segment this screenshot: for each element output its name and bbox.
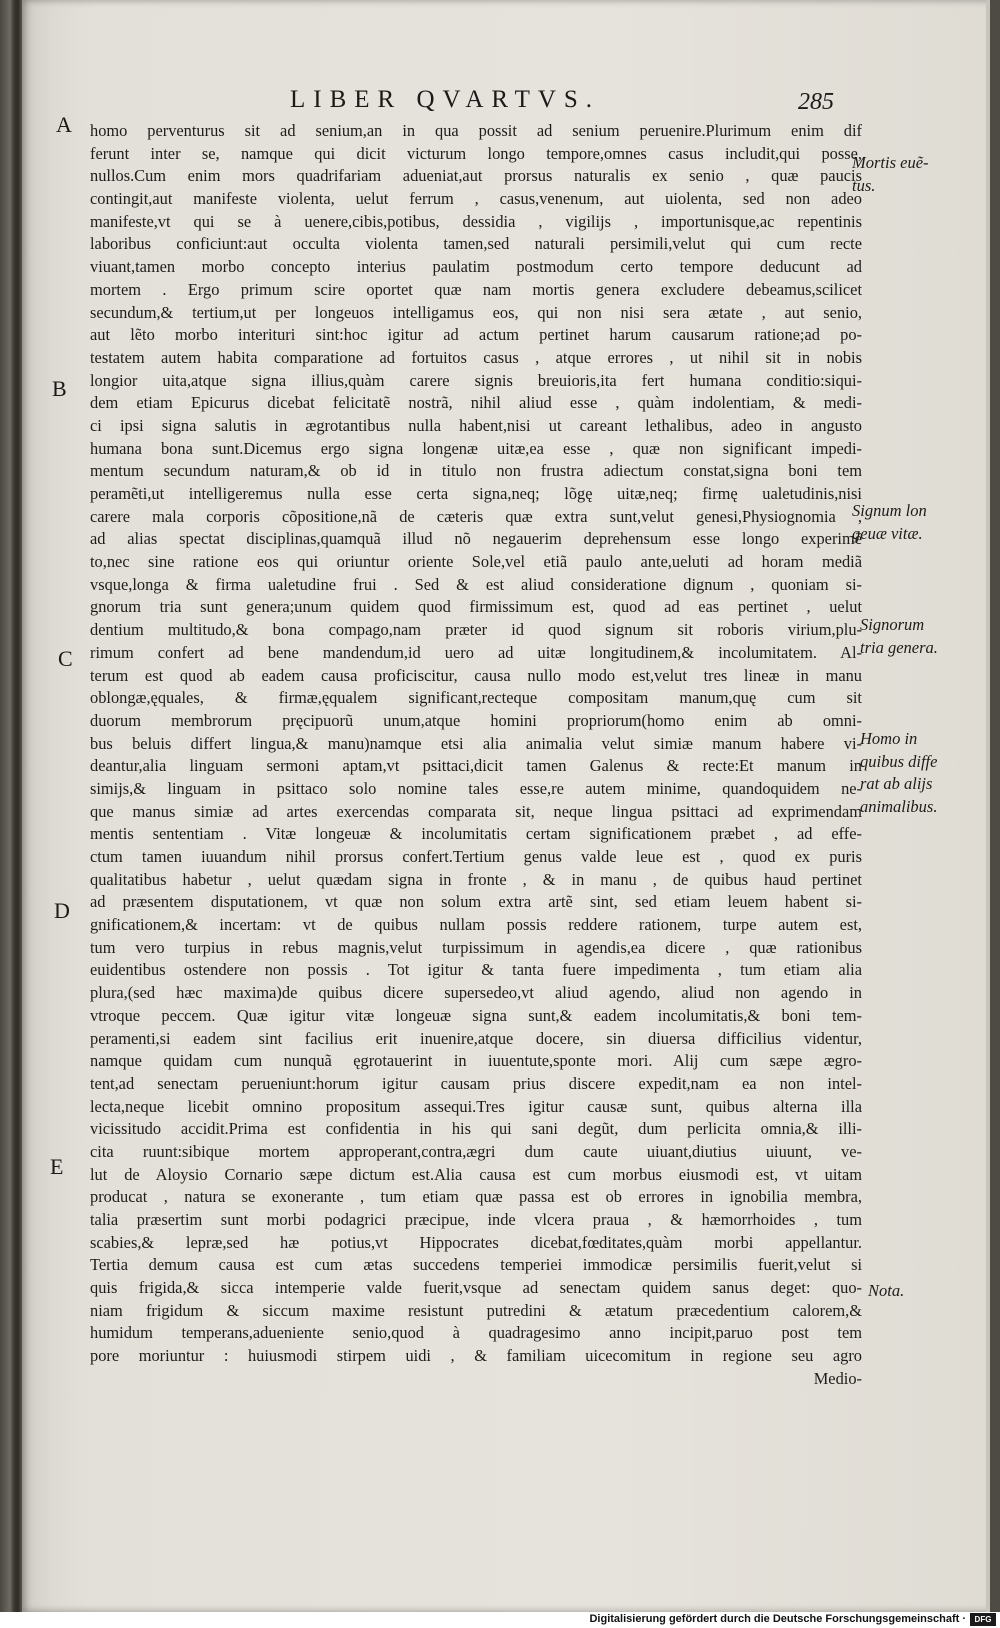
text-line: niam frigidum & siccum maxime resistunt putredini & ætatum præcedentium calorem,& [90,1300,862,1320]
margin-note-line: Signum lon [852,501,927,520]
text-line: duorum membrorum pręcipuorũ unum,atque homini propriorum(homo enim ab omni- [90,710,862,730]
text-line: gnorum tria sunt genera;unum quidem quod firmissimum est, quod ad eas pertinet , uelut [90,597,862,617]
book-page [22,0,990,1612]
section-letter-c: C [58,646,73,671]
margin-note-homo [860,728,990,819]
text-line: oblongæ,ęquales, & firmæ,ęqualem significant,recteque compositam manum,quę cum sit [90,688,862,708]
running-head: LIBER QVARTVS. [290,86,601,113]
text-line: plura,(sed hæc maxima)de quibus dicere supersedeo,vt aliud agendo, aliud non agendo in [90,983,862,1003]
text-line: quis frigida,& sicca intemperie valde fuerit,vsque ad senectam quidem sanus deget: quo- [90,1278,862,1298]
text-line: nullos.Cum enim mors quadrifariam adueniat,aut prorsus naturalis ex senio , quæ paucis [90,166,862,186]
text-line: humidum temperans,adueniente senio,quod à quadragesimo anno incipit,paruo post tem [90,1323,862,1343]
margin-note-line: quibus diffe [860,751,938,771]
text-line: dem etiam Epicurus dicebat felicitatẽ nostrã, nihil aliud esse , quàm indolentiam, & medi- [90,393,862,413]
margin-note-signorum [860,614,990,659]
text-line: pore moriuntur : huiusmodi stirpem uidi , & familiam uicecomitum in regione seu agro [90,1346,862,1366]
text-line: ferunt inter se, namque qui dicit victurum longo tempore,omnes casus includit,qui posse, [90,143,862,163]
section-letter-d: D [54,898,70,923]
text-line: manifeste,vt qui se à uenere,cibis,potibus, dessidia , vigilijs , importunisque,ac repentinis [90,211,862,231]
page-number: 285 [798,89,834,115]
text-line: rimum confert ad bene mandendum,id uero ad uitæ longitudinem,& incolumitatem. Al- [90,642,862,662]
margin-note-nota [868,1280,990,1303]
text-line: tum vero turpius in rebus magnis,velut turpissimum in agendis,ea dicere , quæ rationibus [90,937,862,957]
text-line: terum est quod ab eadem causa proficiscitur, causa nullo modo est,velut tres lineæ in manu [90,665,862,685]
margin-note-line: Signorum [860,615,925,634]
text-line: mentum secundum naturam,& ob id in titulo non frustra adiectum constat,signa boni tem [90,461,862,481]
text-line: qualitatibus habetur , uelut quædam signa in fronte , & in manu , de quibus haud pertinet [90,869,862,889]
text-line: aut lẽto morbo interituri sint:hoc igitur ad actum pertinet harum causarum ratione;ad po- [90,325,862,345]
text-line: deantur,alia linguam sermoni aptam,vt psittaci,dicit tamen Galenus & recte:Et manum in [90,756,862,776]
text-line: mortem . Ergo primum scire oportet quæ nam mortis genera excludere debeamus,scilicet [90,279,862,299]
text-line: ad præsentem disputationem, vt quæ non solum extra artẽ sint, sed etiam leuem habent si- [90,892,862,912]
text-line: Medio- [813,1368,862,1388]
funding-credit: Digitalisierung gefördert durch die Deutsche Forschungsgemeinschaft · [589,1613,966,1625]
section-letter-e: E [50,1154,64,1179]
text-line: simijs,& linguam in psittaco solo nomine tales esse,re autem minime, quandoquidem ne- [90,778,862,798]
text-line: vtroque peccem. Quæ igitur vitæ longeuæ signa sunt,& eadem incolumitatis,& boni tem- [90,1005,862,1025]
text-line: vsque,longa & firma ualetudine frui . Sed & est aliud consideratione dignum , quoniam si- [90,574,862,594]
margin-note-signum [852,500,982,545]
text-line: to,nec sine ratione eos qui oriuntur oriente Sole,vel etiã paulo ante,ueluti ad horam mediã [90,552,862,572]
margin-note-line: geuæ vitæ. [852,523,923,543]
margin-note-line: tus. [852,175,876,195]
footer-bar [0,1612,1000,1628]
text-line: Tertia demum causa est cum ætas succedens temperiei immodicæ persimilis fuerit,velut si [90,1255,862,1275]
text-line: gnificationem,& incertam: vt de quibus nullam possis reddere rationem, turpe autem est, [90,915,862,935]
section-letter-a: A [56,112,72,137]
text-line: peramenti,si eadem sint facilius erit inuenire,atque docere, sin diuersa difficilius videntur, [90,1028,862,1048]
text-line: contingit,aut manifeste violenta, uelut ferrum , casus,venenum, aut uiolenta, sed non adeo [90,189,862,209]
margin-note-line: animalibus. [860,797,938,817]
text-line: tent,ad senectam perueniunt:horum igitur causam prius discere expedit,nam ea non intel- [90,1073,862,1093]
text-line: lut de Aloysio Cornario sæpe dictum est.Alia causa est cum morbus eiusmodi est, vt uitam [90,1164,862,1184]
margin-note-line: rat ab alijs [860,774,933,794]
body-text [90,120,862,1391]
text-line: bus beluis differt lingua,& manu)namque etsi alia animalia velut simiæ manum habere vi- [90,733,862,753]
text-line: cita ruunt:sibique mortem approperant,contra,ægri dum caute uiuant,diutius uiuunt, ve- [90,1141,862,1161]
text-line: testatem autem habita comparatione ad fortuitos casus , atque errores , ut nihil sit in nobis [90,347,862,367]
text-line: ci ipsi signa salutis in ægrotantibus nulla habent,nisi ut careant lethalibus, adeo in angusto [90,415,862,435]
dfg-logo: DFG [970,1613,996,1626]
margin-note-line: tria genera. [860,637,938,657]
section-letter-b: B [52,376,67,401]
text-line: namque quidam cum nunquã ęgrotauerint in iuuentute,sponte mori. Alij cum sæpe ægro- [90,1051,862,1071]
text-line: euidentibus ostendere non possis . Tot igitur & tanta fuere impedimenta , tum etiam alia [90,960,862,980]
text-line: secundum,& tertium,ut per longeuos intelligamus eos, qui non nisi sera ætate , aut senio, [90,302,862,322]
text-line: lecta,neque licebit omnino propositum assequi.Tres igitur causæ sunt, quibus alterna illa [90,1096,862,1116]
text-line: producat , natura se exonerante , tum etiam quæ passa est ob errores in ignobilia membra, [90,1187,862,1207]
text-line: dentium multitudo,& bona compago,nam præter id quod signum sit roboris virium,plu- [90,620,862,640]
text-line: homo perventurus sit ad senium,an in qua possit ad senium peruenire.Plurimum enim dif [90,121,862,140]
margin-note-mortis [852,152,982,197]
text-line: vicissitudo accidit.Prima est confidentia in his qui sani degũt, dum perlicita omnia,& illi- [90,1119,862,1139]
margin-note-line: Nota. [868,1281,905,1300]
text-line: viuant,tamen morbo concepto interius paulatim postmodum certo tempore deducunt ad [90,257,862,277]
text-line: humana bona sunt.Dicemus ergo signa longenæ uitæ,ea esse , quæ non significant impedi- [90,438,862,458]
margin-note-line: Homo in [860,729,918,748]
text-line: peramẽti,ut intelligeremus nulla esse certa signa,neq; lõgę uitæ,neq; firmę ualetudinis,nisi [90,484,862,503]
text-line: longior uita,atque signa illius,quàm carere signis breuioris,ita fert humana conditio:siqui- [90,370,862,390]
text-line: mentis sententiam . Vitæ longeuæ & incolumitatis certam significationem præbet , ad effe- [90,824,862,844]
text-line: ad alias spectat disciplinas,quamquã illud nõ negauerim deprehensum esse longo experimẽ [90,529,862,549]
text-line: ctum tamen iuuandum nihil prorsus confert.Tertium genus valde leue est , quod ex puris [90,847,862,866]
text-line: talia præsertim sunt morbi podagrici præcipue, inde vlcera praua , & hæmorrhoides , tum [90,1210,862,1229]
text-line: scabies,& lepræ,sed hæ potius,vt Hippocrates dicebat,fœditates,quàm morbi appellantur. [90,1232,862,1252]
text-line: que manus simiæ ad artes exercendas comparata sit, neque lingua psittaci ad exprimendam [90,801,862,821]
text-line: laboribus conficiunt:aut occulta violenta tamen,sed naturali persimili,velut qui cum recte [90,234,862,254]
margin-note-line: Mortis euẽ- [852,153,929,172]
text-line: carere mala corporis cõpositione,nã de cæteris quæ extra sunt,velut genesi,Physiognomia , [90,506,862,526]
